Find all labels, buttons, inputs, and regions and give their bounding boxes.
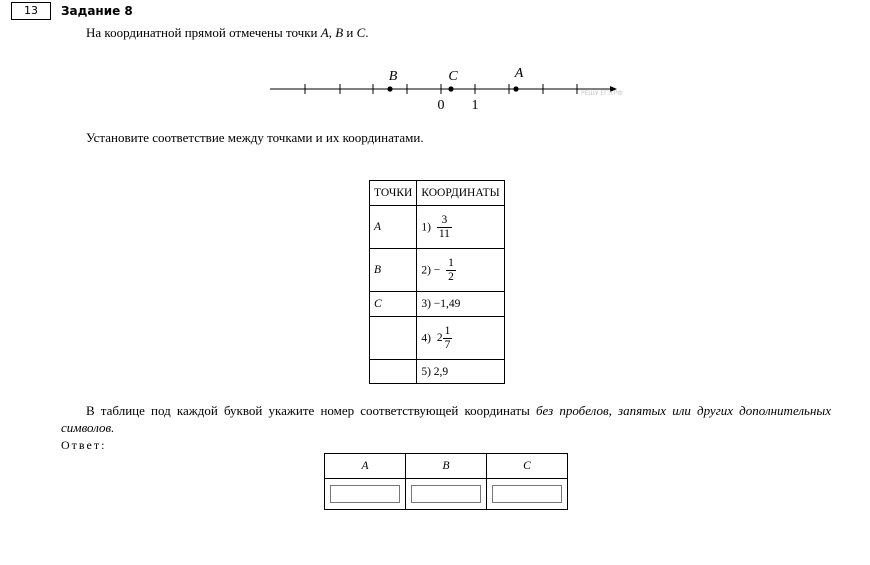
header-points: ТОЧКИ <box>370 181 417 206</box>
answer-input-c[interactable] <box>492 485 562 503</box>
intro-point-c: C <box>356 25 366 40</box>
matching-table <box>369 180 505 384</box>
intro-point-a: A <box>320 25 329 40</box>
answer-col-a: A <box>325 454 406 479</box>
option-1-denominator: 11 <box>438 227 450 240</box>
answer-col-b: B <box>406 454 487 479</box>
task-title: Задание 8 <box>61 4 133 18</box>
answer-cell-c <box>487 479 568 510</box>
point-cell-empty-1 <box>370 317 417 360</box>
option-3: 3) −1,49 <box>417 292 504 317</box>
table-row <box>370 292 505 317</box>
option-1-numerator: 3 <box>437 214 452 228</box>
option-2-prefix: 2) − <box>421 264 441 276</box>
option-4-prefix: 4) <box>421 332 431 344</box>
point-cell-a: A <box>370 206 417 249</box>
table-row <box>370 206 505 249</box>
point-c-dot <box>448 86 453 91</box>
option-1-fraction <box>437 214 452 241</box>
point-a-label: A <box>514 66 524 81</box>
option-4-denominator: 7 <box>444 338 451 351</box>
answer-label: Ответ: <box>61 438 107 452</box>
answer-col-c: C <box>487 454 568 479</box>
option-4-numerator: 1 <box>444 324 451 337</box>
option-1-prefix: 1) <box>421 221 431 233</box>
tick-label-0: 0 <box>437 98 445 113</box>
answer-table <box>324 453 568 510</box>
answer-cell-a <box>325 479 406 510</box>
answer-input-b[interactable] <box>411 485 481 503</box>
intro-lead: На координатной прямой отмечены точки <box>86 25 321 40</box>
point-a-dot <box>513 86 518 91</box>
tick-label-1: 1 <box>471 98 479 113</box>
point-b-label: B <box>388 69 398 84</box>
answer-header-row <box>325 454 568 479</box>
instruction-normal: В таблице под каждой буквой укажите номер соответствующей координаты <box>86 403 536 418</box>
header-coordinates: КООРДИНАТЫ <box>417 181 504 206</box>
table-header-row <box>370 181 505 206</box>
option-4 <box>417 317 504 360</box>
point-c-label: C <box>448 69 458 84</box>
intro-period: . <box>365 25 369 40</box>
option-2-numerator: 1 <box>448 256 454 269</box>
answer-input-row <box>325 479 568 510</box>
number-line <box>265 58 635 118</box>
table-row <box>370 249 505 292</box>
option-2-denominator: 2 <box>448 270 454 283</box>
option-5: 5) 2,9 <box>417 360 504 384</box>
table-row <box>370 317 505 360</box>
instruction-text <box>61 402 831 436</box>
point-cell-empty-2 <box>370 360 417 384</box>
intro-and: и <box>343 25 357 40</box>
instruction-italic: без пробелов, запятых или других дополнительных символов. <box>61 403 831 435</box>
point-cell-b: B <box>370 249 417 292</box>
option-2-fraction <box>446 257 456 284</box>
intro-point-b: B <box>335 25 344 40</box>
option-4-integer: 2 <box>436 332 443 344</box>
point-cell-c: C <box>370 292 417 317</box>
answer-input-a[interactable] <box>330 485 400 503</box>
point-b-dot <box>387 86 392 91</box>
answer-cell-b <box>406 479 487 510</box>
table-row <box>370 360 505 384</box>
watermark: РЕШУ ЕГЭ.РФ <box>581 90 623 97</box>
option-1 <box>417 206 504 249</box>
option-4-fraction <box>443 325 453 352</box>
intro-text <box>86 25 369 41</box>
option-2 <box>417 249 504 292</box>
task-number-box: 13 <box>11 2 51 20</box>
prompt-text: Установите соответствие между точками и их координатами. <box>86 130 424 145</box>
intro-comma: , <box>328 25 336 40</box>
